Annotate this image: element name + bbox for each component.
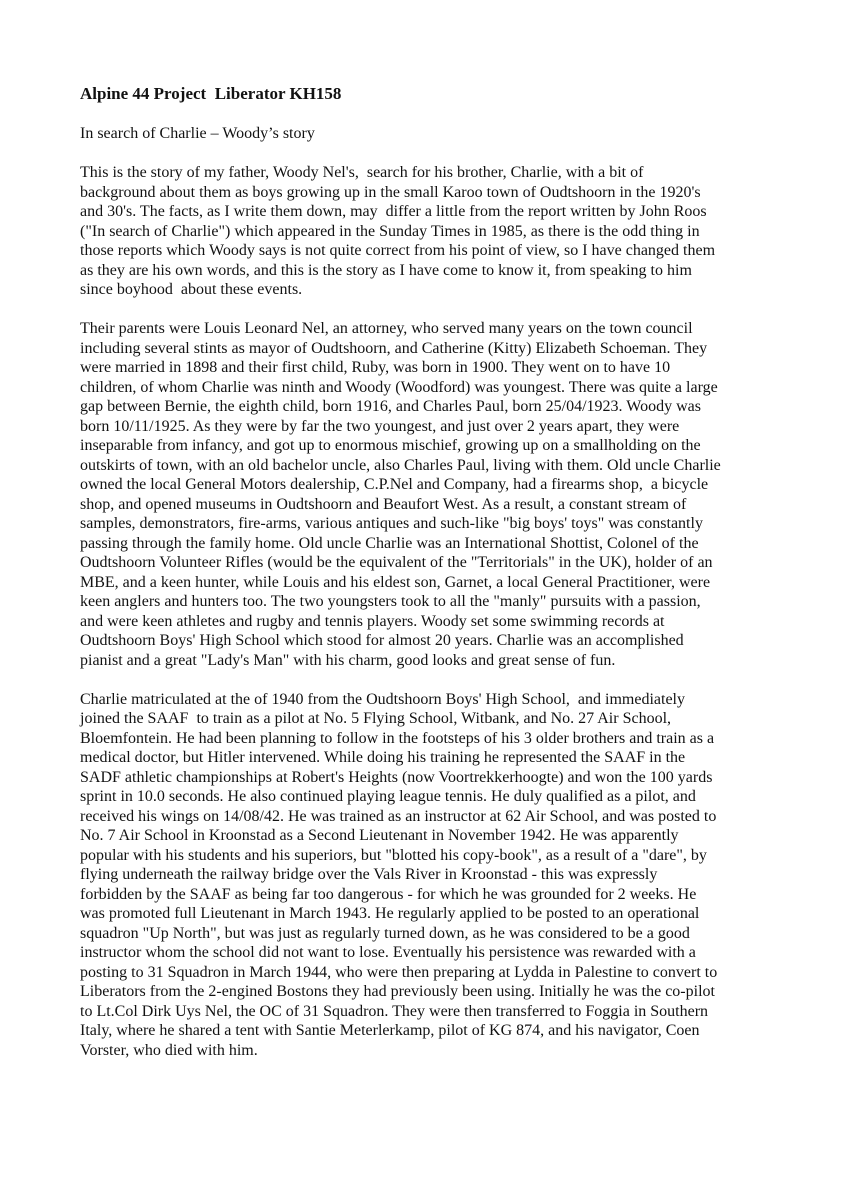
text-line: MBE, and a keen hunter, while Louis and his eldest son, Garnet, a local General Practitioner, were xyxy=(80,573,711,591)
text-line: keen anglers and hunters too. The two youngsters took to all the "manly" pursuits with a passion, xyxy=(80,593,701,610)
text-line: Charlie matriculated at the of 1940 from the Oudtshoorn Boys' High School, and immediately xyxy=(80,690,685,708)
text-line: including several stints as mayor of Oudtshoorn, and Catherine (Kitty) Elizabeth Schoeman. They xyxy=(80,339,708,357)
text-line: owned the local General Motors dealership, C.P.Nel and Company, had a firearms shop, a bicycle xyxy=(80,476,709,493)
text-line: Liberators from the 2-engined Bostons they had previously been using. Initially he was the co-pilot xyxy=(80,983,715,1000)
text-line: medical doctor, but Hitler intervened. While doing his training he represented the SAAF in the xyxy=(80,749,686,766)
document-title: Alpine 44 Project Liberator KH158 xyxy=(80,84,342,103)
text-line: and 30's. The facts, as I write them down, may differ a little from the report written by John Roos xyxy=(80,203,707,220)
document-body xyxy=(80,163,770,1060)
text-line: passing through the family home. Old uncle Charlie was an International Shottist, Colonel of the xyxy=(80,534,699,552)
text-line: This is the story of my father, Woody Nel's, search for his brother, Charlie, with a bit of xyxy=(80,164,644,181)
text-line: pianist and a great "Lady's Man" with his charm, good looks and great sense of fun. xyxy=(80,651,616,669)
paragraph xyxy=(80,690,770,1061)
text-line: sprint in 10.0 seconds. He also continued playing league tennis. He duly qualified as a pilot, and xyxy=(80,788,696,805)
text-line: flying underneath the railway bridge over the Vals River in Kroonstad - this was expressly xyxy=(80,866,658,883)
text-line: Oudtshoorn Volunteer Rifles (would be the equivalent of the "Territorials" in the UK), holder of an xyxy=(80,554,713,571)
text-line: inseparable from infancy, and got up to enormous mischief, growing up on a smallholding on the xyxy=(80,437,701,454)
text-line: Vorster, who died with him. xyxy=(80,1041,258,1059)
text-line: since boyhood about these events. xyxy=(80,281,303,298)
text-line: gap between Bernie, the eighth child, born 1916, and Charles Paul, born 25/04/1923. Woody was xyxy=(80,398,701,415)
text-line: born 10/11/1925. As they were by far the two youngest, and just over 2 years apart, they were xyxy=(80,417,680,435)
text-line: was promoted full Lieutenant in March 1943. He regularly applied to be posted to an operational xyxy=(80,905,700,922)
text-line: popular with his students and his superiors, but "blotted his copy-book", as a result of a "dare", by xyxy=(80,846,707,864)
text-line: No. 7 Air School in Kroonstad as a Second Lieutenant in November 1942. He was apparently xyxy=(80,827,679,844)
text-line: as they are his own words, and this is the story as I have come to know it, from speaking to him xyxy=(80,261,692,279)
text-line: joined the SAAF to train as a pilot at No. 5 Flying School, Witbank, and No. 27 Air School, xyxy=(80,710,672,727)
text-line: and were keen athletes and rugby and tennis players. Woody set some swimming records at xyxy=(80,612,665,630)
document-subtitle: In search of Charlie – Woody’s story xyxy=(80,125,315,142)
text-line: to Lt.Col Dirk Uys Nel, the OC of 31 Squadron. They were then transferred to Foggia in Southern xyxy=(80,1002,709,1020)
text-line: forbidden by the SAAF as being far too dangerous - for which he was grounded for 2 weeks. He xyxy=(80,885,697,903)
text-line: Bloemfontein. He had been planning to follow in the footsteps of his 3 older brothers and train as a xyxy=(80,729,715,747)
text-line: SADF athletic championships at Robert's Heights (now Voortrekkerhoogte) and won the 100 yards xyxy=(80,768,713,786)
text-line: children, of whom Charlie was ninth and Woody (Woodford) was youngest. There was quite a large xyxy=(80,378,718,396)
text-line: those reports which Woody says is not quite correct from his point of view, so I have changed them xyxy=(80,242,716,259)
paragraph xyxy=(80,319,770,670)
text-line: were married in 1898 and their first child, Ruby, was born in 1900. They went on to have 10 xyxy=(80,359,671,376)
text-line: instructor whom the school did not want to lose. Eventually his persistence was rewarded with a xyxy=(80,944,696,961)
text-line: background about them as boys growing up in the small Karoo town of Oudtshoorn in the 1920's xyxy=(80,183,701,201)
text-line: Their parents were Louis Leonard Nel, an attorney, who served many years on the town council xyxy=(80,320,693,337)
text-line: shop, and opened museums in Oudtshoorn and Beaufort West. As a result, a constant stream of xyxy=(80,495,687,513)
text-line: Italy, where he shared a tent with Santie Meterlerkamp, pilot of KG 874, and his navigator, Coen xyxy=(80,1022,700,1039)
text-line: received his wings on 14/08/42. He was trained as an instructor at 62 Air School, and was posted to xyxy=(80,807,717,825)
paragraph xyxy=(80,163,770,300)
text-line: Oudtshoorn Boys' High School which stood for almost 20 years. Charlie was an accomplished xyxy=(80,632,684,649)
text-line: samples, demonstrators, fire-arms, various antiques and such-like "big boys' toys" was constantly xyxy=(80,515,703,532)
text-line: posting to 31 Squadron in March 1944, who were then preparing at Lydda in Palestine to convert to xyxy=(80,963,718,981)
text-line: outskirts of town, with an old bachelor uncle, also Charles Paul, living with them. Old uncle Charlie xyxy=(80,456,721,474)
text-line: squadron "Up North", but was just as regularly turned down, as he was considered to be a good xyxy=(80,924,690,942)
text-line: ("In search of Charlie") which appeared in the Sunday Times in 1985, as there is the odd thing in xyxy=(80,222,700,240)
